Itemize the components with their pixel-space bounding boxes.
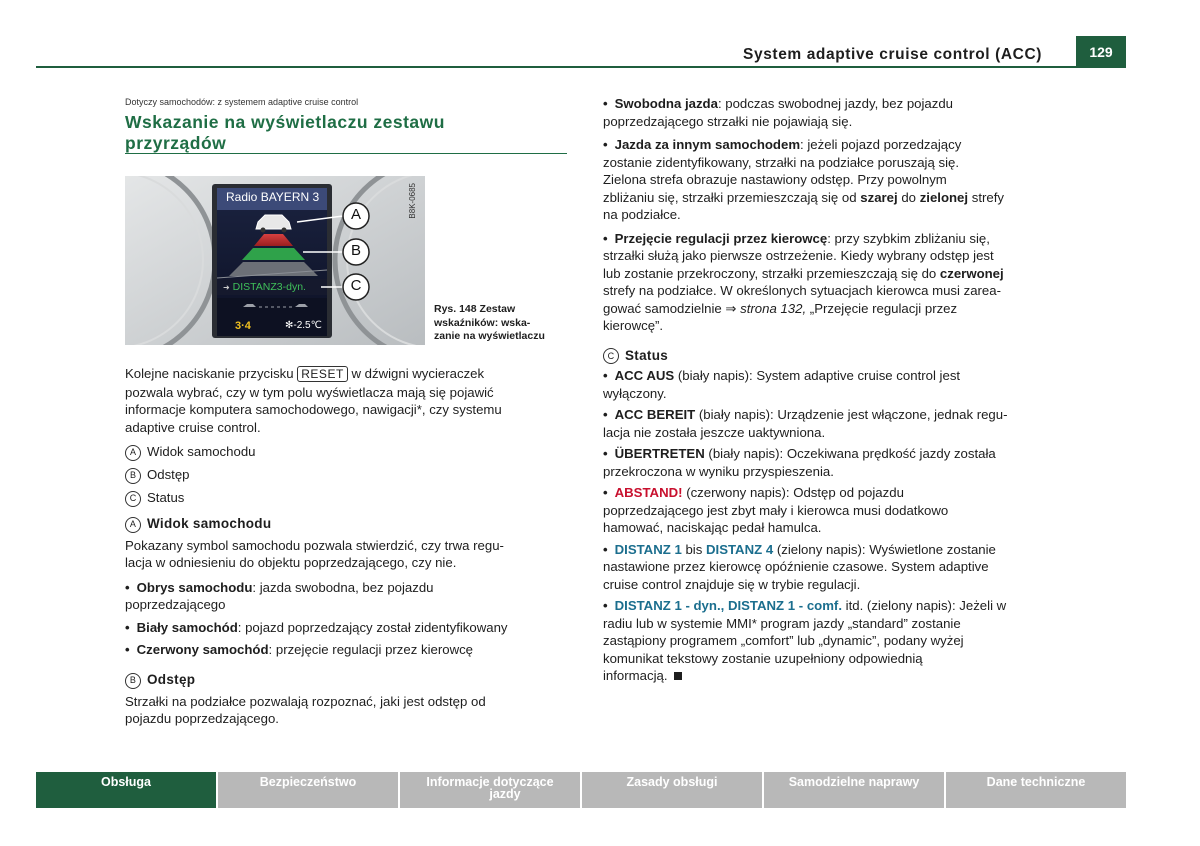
status-item-distanz	[603, 541, 1045, 559]
right-bullet3	[603, 230, 1045, 248]
nav-tab-bezpieczenstwo[interactable]	[218, 772, 398, 808]
right-bullet3-l4: strefy na podziałce. W określonych sytuacjach kierowca musi zarea-	[603, 283, 1001, 298]
section-title-line1: Wskazanie na wyświetlaczu zestawu	[125, 112, 445, 132]
text-segment: strefy	[971, 189, 1004, 205]
bullet-text: : jazda swobodna, bez pojazdu	[252, 579, 434, 595]
section-a-p2: lacja w odniesieniu do objektu poprzedzającego, czy nie.	[125, 555, 457, 571]
legend-label: Odstęp	[147, 467, 190, 482]
bullet-text: : pojazd poprzedzający został zidentyfikowany	[237, 619, 508, 635]
status-code-green: DISTANZ 1	[614, 541, 682, 557]
intro-line3: informacje komputera samochodowego, nawigacji*, czy systemu	[125, 402, 502, 417]
circled-letter-c: C	[603, 348, 619, 364]
bullet-text: : jeżeli pojazd porzedzający	[800, 137, 962, 152]
text-segment: do	[901, 189, 917, 205]
section-a-heading	[125, 515, 570, 533]
legend-label: Widok samochodu	[147, 444, 256, 459]
display-gear: 3·4	[235, 320, 251, 332]
bullet-dot: •	[603, 96, 608, 111]
bullet-dot: •	[603, 368, 608, 384]
header-rule	[36, 66, 1124, 68]
circled-letter-b: B	[125, 673, 141, 689]
instrument-cluster-figure	[125, 176, 425, 345]
section-b-p1: Strzałki na podziałce pozwalają rozpoznać, jaki jest odstęp od	[125, 693, 486, 709]
status-text: (biały napis): Urządzenie jest włączone, jednak regu-	[698, 407, 1008, 423]
text-bold-segment: czerwonej	[939, 265, 1004, 281]
status-item-distanz-dyn-l3: zastąpiony programem „comfort” lub „dynamic”, podany wyżej	[603, 633, 964, 649]
right-bullet1	[603, 95, 1045, 113]
bullet-dot: •	[603, 485, 608, 501]
text-segment: „Przejęcie regulacji przez	[809, 300, 958, 316]
bullet-bold: Swobodna jazda	[614, 96, 718, 111]
status-code-green: DISTANZ 1 - dyn., DISTANZ 1 - comf.	[614, 598, 842, 614]
section-title	[125, 112, 565, 154]
bullet-dot: •	[603, 407, 608, 423]
status-item-acc-bereit	[603, 406, 1045, 424]
bullet-bold: Biały samochód	[136, 619, 238, 635]
display-temperature: ✻-2.5℃	[285, 320, 322, 331]
status-item-ubertreten-l2: przekroczona w wyniku przyspieszenia.	[603, 463, 834, 479]
right-bullet3-l5	[603, 300, 1045, 318]
footer-chapter-nav	[36, 772, 1126, 808]
status-item-acc-bereit-l2: lacja nie została jeszcze uaktywniona.	[603, 424, 826, 440]
figure-caption-line2: wskaźników: wska-	[434, 316, 531, 329]
text-segment: bis	[685, 541, 703, 557]
status-code: ACC AUS	[614, 368, 675, 384]
circled-letter-a: A	[125, 517, 141, 533]
bullet-dot: •	[603, 137, 608, 152]
section-a-title: Widok samochodu	[147, 516, 272, 531]
status-text: itd. (zielony napis): Jeżeli w	[845, 598, 1007, 614]
legend-item-a	[125, 440, 570, 463]
section-title-line2: przyrządów	[125, 133, 227, 153]
nav-tab-informacje-jazdy[interactable]	[400, 772, 580, 808]
nav-tab-obsluga[interactable]	[36, 772, 216, 808]
status-item-ubertreten	[603, 445, 1045, 463]
status-item-abstand-l3: hamować, naciskając pedał hamulca.	[603, 520, 822, 536]
display-radio-title: Radio BAYERN 3	[226, 190, 320, 204]
section-a-bullet2	[125, 619, 570, 637]
text-segment: lub zostanie przekroczony, strzałki przemieszczają się do	[603, 265, 937, 281]
applies-to-note: Dotyczy samochodów: z systemem adaptive cruise control	[125, 97, 359, 107]
nav-tab-label: Informacje dotyczące	[426, 775, 554, 789]
right-column	[603, 95, 1045, 685]
right-bullet2-l3: Zielona strefa obrazuje nastawiony odstęp. Przy powolnym	[603, 172, 947, 187]
status-item-distanz-l2: nastawione przez kierowcę opóźnienie czasowe. System adaptive	[603, 559, 989, 575]
figure-caption-line1: Rys. 148 Zestaw	[434, 303, 516, 315]
section-title-rule	[125, 153, 567, 154]
legend-item-c	[125, 486, 570, 509]
bullet-dot: •	[603, 446, 608, 462]
nav-tab-zasady-obslugi[interactable]	[582, 772, 762, 808]
section-a-p1: Pokazany symbol samochodu pozwala stwierdzić, czy trwa regu-	[125, 537, 504, 553]
marker-b: B	[350, 242, 361, 259]
bullet-text: : przejęcie regulacji przez kierowcę	[268, 642, 474, 658]
running-header-title: System adaptive cruise control (ACC)	[743, 46, 1042, 63]
status-code-red: ABSTAND!	[614, 485, 683, 501]
nav-tab-label: Dane techniczne	[986, 775, 1086, 789]
display-distanz-text: DISTANZ3-dyn.	[232, 281, 306, 293]
right-bullet3-l3	[603, 265, 1045, 283]
nav-tab-label-line2: jazdy	[489, 787, 521, 801]
bullet-bold: Jazda za innym samochodem	[614, 137, 801, 152]
legend-list	[125, 440, 570, 509]
text-bold-segment: szarej	[860, 189, 898, 205]
bullet-bold: Przejęcie regulacji przez kierowcę	[614, 230, 828, 246]
status-text: (czerwony napis): Odstęp od pojazdu	[686, 485, 904, 501]
figure-caption-line3: zanie na wyświetlaczu	[434, 330, 545, 342]
intro-text-post: w dźwigni wycieraczek	[351, 366, 485, 381]
end-of-section-icon	[674, 672, 682, 680]
intro-line2: pozwala wybrać, czy w tym polu wyświetlacza mają się pojawić	[125, 384, 494, 400]
status-item-acc-aus	[603, 367, 1045, 385]
text-segment: gować samodzielnie ⇒	[603, 300, 737, 316]
section-b	[125, 671, 570, 728]
status-code-green: DISTANZ 4	[706, 541, 774, 557]
marker-a: A	[350, 206, 361, 223]
right-bullet2-l4	[603, 189, 1045, 207]
right-bullet2-l2: zostanie zidentyfikowany, strzałki na podziałce poruszają się.	[603, 154, 959, 170]
bullet-dot: •	[125, 642, 130, 658]
marker-c: C	[350, 277, 362, 294]
status-text: (zielony napis): Wyświetlone zostanie	[776, 541, 996, 557]
status-item-distanz-dyn	[603, 597, 1045, 615]
status-item-abstand-l2: poprzedzającego jest zbyt mały i kierowca musi dodatkowo	[603, 502, 949, 518]
right-bullet3-l6: kierowcę”.	[603, 318, 664, 333]
status-text: (biały napis): Oczekiwana prędkość jazdy została	[708, 446, 996, 462]
page-number: 129	[1076, 36, 1126, 68]
right-bullet1-l2: poprzedzającego strzałki nie pojawiają się.	[603, 113, 853, 129]
figure-caption	[434, 303, 569, 344]
status-item-acc-aus-l2: wyłączony.	[603, 385, 667, 401]
legend-item-b	[125, 463, 570, 486]
circled-letter-a: A	[125, 445, 141, 461]
status-code: ÜBERTRETEN	[614, 446, 705, 462]
circled-letter-b: B	[125, 468, 141, 484]
section-a-bullet1-l2: poprzedzającego	[125, 597, 226, 613]
status-title: Status	[625, 347, 669, 363]
bullet-text: : podczas swobodnej jazdy, bez pojazdu	[717, 96, 954, 111]
page-reference-link[interactable]: strona 132,	[740, 300, 807, 316]
status-item-abstand	[603, 484, 1045, 502]
section-b-title: Odstęp	[147, 672, 196, 687]
bullet-bold: Obrys samochodu	[136, 579, 253, 595]
nav-tab-samodzielne-naprawy[interactable]	[764, 772, 944, 808]
text-segment: informacją.	[603, 668, 668, 684]
status-item-distanz-l3: cruise control znajduje się w trybie regulacji.	[603, 576, 861, 592]
reset-key-label: RESET	[297, 366, 348, 382]
right-bullet2-l5: na podziałce.	[603, 207, 681, 222]
bullet-dot: •	[603, 541, 608, 557]
nav-tab-label: Samodzielne naprawy	[788, 775, 920, 789]
bullet-bold: Czerwony samochód	[136, 642, 269, 658]
status-item-distanz-dyn-l2: radiu lub w systemie MMI* program jazdy „standard” zostanie	[603, 615, 961, 631]
bullet-text: : przy szybkim zbliżaniu się,	[827, 230, 990, 246]
section-a-bullet1	[125, 579, 570, 597]
display-distanz-status	[223, 281, 306, 293]
arrow-right-icon: ➜	[223, 283, 230, 292]
circled-letter-c: C	[125, 491, 141, 507]
intro-line4: adaptive cruise control.	[125, 419, 261, 435]
nav-tab-dane-techniczne[interactable]	[946, 772, 1126, 808]
figure-code: B8K-0685	[408, 183, 417, 219]
status-text: (biały napis): System adaptive cruise control jest	[677, 368, 961, 384]
nav-tab-label: Zasady obsługi	[626, 775, 718, 789]
section-b-heading	[125, 671, 570, 689]
text-bold-segment: zielonej	[919, 189, 969, 205]
status-item-distanz-dyn-l4: komunikat tekstowy zostanie uzupełniony odpowiednią	[603, 650, 923, 666]
status-code: ACC BEREIT	[614, 407, 696, 423]
text-segment: zbliżaniu się, strzałki przemieszczają się od	[603, 189, 857, 205]
legend-label: Status	[147, 490, 185, 505]
nav-tab-label: Bezpieczeństwo	[259, 775, 357, 789]
intro-text-pre: Kolejne naciskanie przycisku	[125, 366, 294, 381]
bullet-dot: •	[603, 230, 608, 246]
right-bullet2	[603, 136, 1045, 154]
status-heading	[603, 347, 1045, 365]
bullet-dot: •	[603, 598, 608, 614]
status-item-distanz-dyn-l5	[603, 667, 1045, 685]
nav-tab-label: Obsługa	[100, 775, 151, 789]
intro-paragraph	[125, 365, 570, 436]
bullet-dot: •	[125, 619, 130, 635]
section-a	[125, 515, 570, 659]
bullet-dot: •	[125, 579, 130, 595]
right-bullet3-l2: strzałki służą jako pierwsze ostrzeżenie. Kiedy wybrany odstęp jest	[603, 248, 994, 263]
section-b-p2: pojazdu poprzedzającego.	[125, 711, 279, 727]
section-a-bullet3	[125, 641, 570, 659]
intro-line1	[125, 365, 570, 384]
